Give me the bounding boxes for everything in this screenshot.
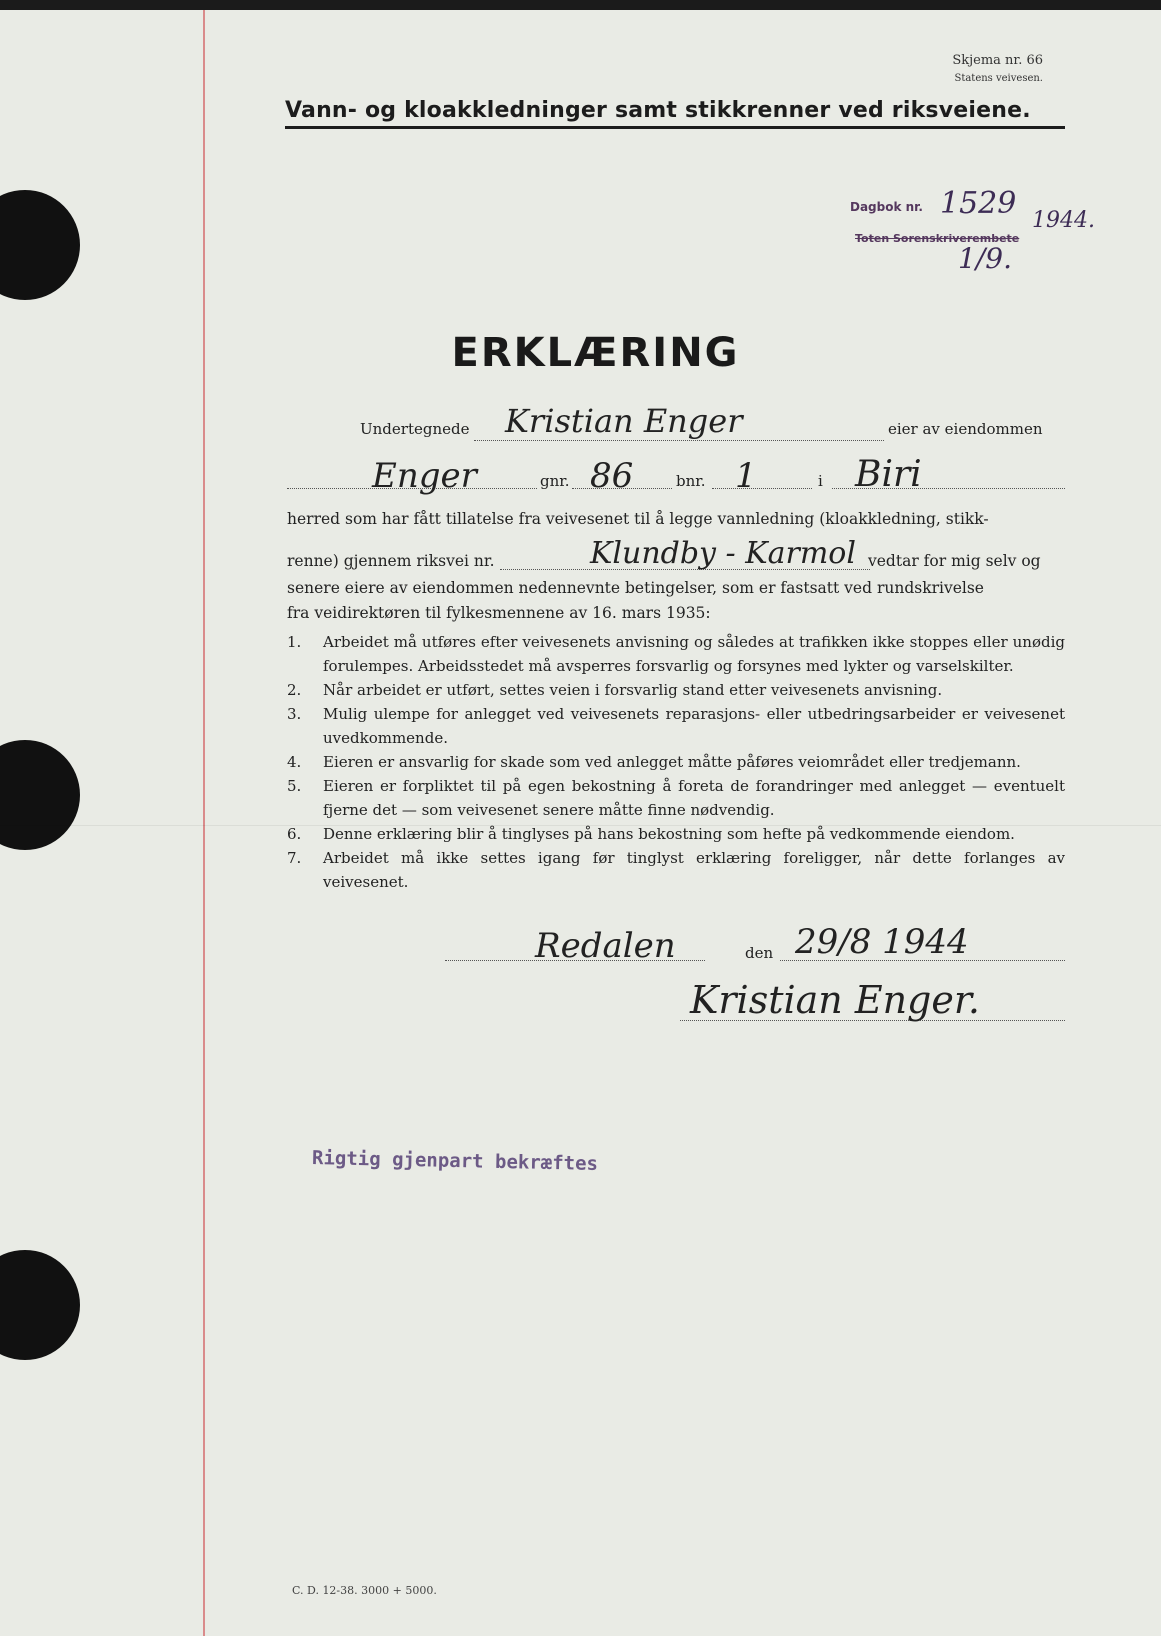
condition-number: 1.	[287, 633, 302, 651]
owner-of-label: eier av eiendommen	[888, 420, 1043, 438]
condition-number: 5.	[287, 777, 302, 795]
document-page	[0, 10, 1161, 1636]
declaration-text-line-6: fra veidirektøren til fylkesmennene av 16. mars 1935:	[287, 604, 711, 622]
condition-item	[287, 846, 1065, 894]
bnr-label: bnr.	[676, 472, 706, 490]
gnr-label: gnr.	[540, 472, 570, 490]
condition-number: 4.	[287, 753, 302, 771]
date-label: den	[745, 944, 774, 962]
text-after-road: vedtar for mig selv og	[868, 552, 1041, 570]
condition-item	[287, 630, 1065, 678]
signature-place: Redalen	[535, 926, 676, 966]
agency-name: Statens veivesen.	[954, 73, 1043, 84]
stamp-date: 1/9.	[958, 242, 1012, 275]
undersigned-label: Undertegnede	[360, 420, 470, 438]
bnr-dotted-line	[712, 488, 812, 489]
form-number-block	[952, 52, 1043, 88]
journal-year: 1944.	[1032, 208, 1095, 233]
punch-hole-top	[0, 190, 80, 300]
journal-label: Dagbok nr.	[850, 200, 923, 214]
signature-name: Kristian Enger.	[690, 978, 980, 1022]
condition-item	[287, 750, 1065, 774]
printer-footer: C. D. 12-38. 3000 + 5000.	[292, 1584, 437, 1597]
punch-hole-bottom	[0, 1250, 80, 1360]
certification-stamp: Rigtig gjenpart bekræftes	[311, 1147, 599, 1175]
road-prefix: renne) gjennem riksvei nr.	[287, 552, 495, 570]
undersigned-dotted-line	[474, 440, 884, 441]
undersigned-name: Kristian Enger	[505, 402, 743, 440]
condition-number: 7.	[287, 849, 302, 867]
signature-date: 29/8 1944	[795, 922, 969, 962]
document-title: Vann- og kloakkledninger samt stikkrenner ved riksveiene.	[285, 98, 1065, 129]
conditions-list	[287, 630, 1065, 894]
margin-rule	[203, 10, 205, 1636]
condition-number: 6.	[287, 825, 302, 843]
property-name: Enger	[372, 456, 477, 496]
road-name: Klundby - Karmol	[590, 536, 856, 571]
condition-text: Mulig ulempe for anlegget ved veivesenets reparasjons- eller utbedringsarbeider er veivesenet uvedkommende.	[323, 705, 1065, 747]
gnr-value: 86	[590, 456, 634, 496]
condition-text: Arbeidet må utføres efter veivesenets anvisning og således at trafikken ikke stoppes eller unødig forulempes. Arbeidsstedet må avsperres forsvarlig og forsynes med lykter og varselskilter.	[323, 633, 1065, 675]
in-label: i	[818, 472, 823, 490]
condition-text: Eieren er ansvarlig for skade som ved anlegget måtte påføres veiområdet eller tredjemann.	[323, 753, 1021, 771]
condition-text: Arbeidet må ikke settes igang før tinglyst erklæring foreligger, når dette forlanges av veivesenet.	[323, 849, 1065, 891]
declaration-text-line-5: senere eiere av eiendommen nedennevnte betingelser, som er fastsatt ved rundskrivelse	[287, 579, 984, 597]
office-stamp: Toten Sorenskriverembete	[855, 232, 1020, 245]
condition-text: Denne erklæring blir å tinglyses på hans bekostning som hefte på vedkommende eiendom.	[323, 825, 1015, 843]
condition-item	[287, 678, 1065, 702]
municipality-name: Biri	[855, 454, 922, 495]
condition-text: Eieren er forpliktet til på egen bekostning å foreta de forandringer med anlegget — eventuelt fjerne det — som veivesenet senere måtte finne nødvendig.	[323, 777, 1065, 819]
punch-hole-middle	[0, 740, 80, 850]
condition-item	[287, 822, 1065, 846]
declaration-text-line-3: herred som har fått tillatelse fra veivesenet til å legge vannledning (kloakkledning, stikk-	[287, 510, 989, 528]
bnr-value: 1	[735, 456, 757, 496]
condition-item	[287, 702, 1065, 750]
condition-number: 2.	[287, 681, 302, 699]
condition-number: 3.	[287, 705, 302, 723]
journal-stamp	[850, 200, 923, 214]
journal-number: 1529	[940, 186, 1017, 221]
condition-item	[287, 774, 1065, 822]
form-number: Skjema nr. 66	[952, 53, 1043, 68]
condition-text: Når arbeidet er utført, settes veien i forsvarlig stand etter veivesenets anvisning.	[323, 681, 943, 699]
declaration-heading: ERKLÆRING	[451, 330, 740, 376]
